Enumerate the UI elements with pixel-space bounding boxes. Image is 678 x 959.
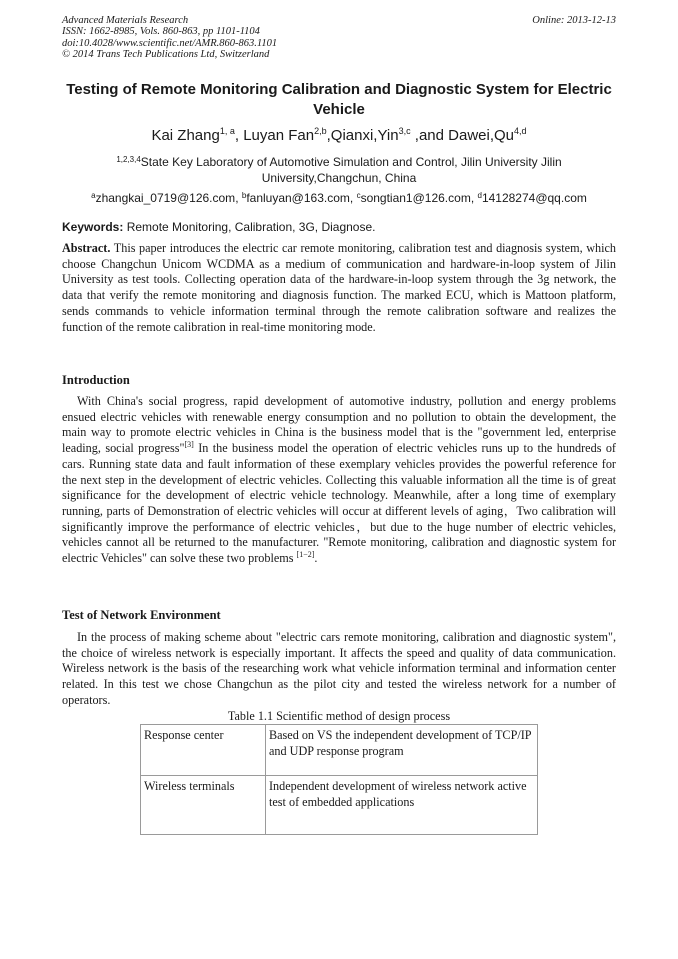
- journal-copyright: © 2014 Trans Tech Publications Ltd, Switzerland: [62, 48, 270, 60]
- email-mark: c: [356, 191, 361, 200]
- author-affil-mark: 1, a: [219, 126, 235, 136]
- email-mark: d: [477, 191, 482, 200]
- table-caption: Table 1.1 Scientific method of design process: [227, 709, 451, 723]
- author-name: and Dawei,Qu: [418, 127, 515, 144]
- journal-doi: doi:10.4028/www.scientific.net/AMR.860-863.1101: [62, 37, 278, 49]
- email-separator: ,: [470, 191, 478, 205]
- table-row: [141, 776, 538, 835]
- author-separator: ,: [234, 127, 244, 144]
- introduction-text: .: [314, 551, 318, 566]
- online-date: Online: 2013-12-13: [532, 15, 616, 26]
- citation: [3]: [184, 440, 194, 450]
- introduction-paragraph: [62, 394, 616, 567]
- email-separator: ,: [349, 191, 357, 205]
- email-address[interactable]: 14128274@qq.com: [481, 191, 587, 205]
- email-mark: a: [91, 191, 96, 200]
- table-cell-desc: Independent development of wireless network active test of embedded applications: [266, 776, 538, 835]
- table-cell-name: Wireless terminals: [141, 776, 266, 835]
- journal-name: Advanced Materials Research: [62, 15, 189, 26]
- author-affil-mark: 2,b: [314, 126, 327, 136]
- affiliation-text: State Key Laboratory of Automotive Simulation and Control, Jilin University Jilin University,Changchun, China: [140, 155, 562, 185]
- email-address[interactable]: songtian1@126.com: [360, 191, 471, 205]
- table-cell-desc: Based on VS the independent development of TCP/IP and UDP response program: [266, 725, 538, 776]
- author-name: Luyan Fan: [243, 127, 315, 144]
- network-paragraph: In the process of making scheme about "electric cars remote monitoring, calibration and diagnostic system", the choice of wireless network is especially important. It affects the speed and quality of data communication. Wireless network is the basis of the researching work what vehicle information terminal and information center related. In this test we chose Changchun as the pilot city and tested the wireless network for a number of operators.: [62, 630, 616, 707]
- keywords-label: Keywords:: [62, 220, 124, 234]
- design-process-table: [140, 724, 538, 835]
- author-name: Qianxi,Yin: [330, 127, 399, 144]
- author-separator: ,: [410, 127, 419, 144]
- affiliation: [92, 155, 586, 186]
- table-row: [141, 725, 538, 776]
- introduction-text: In the business model the operation of electric vehicles runs up to the hundreds of cars. Running state data and fault information of these exemplary vehicles provides the powerful reference for the next step in the development of electric vehicles. Collecting this valuable information all the time is of great significance for the development of electric vehicle technology. Meanwhile, after a long time of exemplary running, parts of Demonstration of electric vehicles will occur at different levels of aging，Two calibration will significantly improve the performance of electric vehicles，but due to the huge number of electric vehicles, vehicles cannot all be returned to the manufacturer. "Remote monitoring, calibration and diagnostic system for electric Vehicles" can solve these two problems: [62, 441, 616, 566]
- keywords: [62, 220, 616, 235]
- keywords-text: Remote Monitoring, Calibration, 3G, Diagnose.: [126, 220, 376, 234]
- paper-title: Testing of Remote Monitoring Calibration and Diagnostic System for Electric Vehicle: [66, 81, 612, 118]
- author-name: Kai Zhang: [151, 127, 220, 144]
- section-heading-network: Test of Network Environment: [62, 608, 221, 622]
- email-mark: b: [241, 191, 247, 200]
- author-affil-mark: 3,c: [398, 126, 411, 136]
- abstract: [62, 241, 616, 335]
- journal-issn: ISSN: 1662-8985, Vols. 860-863, pp 1101-1104: [62, 26, 260, 38]
- email-address[interactable]: zhangkai_0719@126.com: [95, 191, 236, 205]
- author-affil-mark: 4,d: [514, 126, 527, 136]
- table-cell-name: Response center: [141, 725, 266, 776]
- introduction-text: With China's social progress, rapid development of automotive industry, pollution and energy problems ensued electric vehicles with renewable energy consumption and no pollution to obtain the development, the main way to promote electric vehicles in China is the business model that is the "government led, enterprise leading, social progress": [62, 394, 616, 456]
- author-list: [62, 126, 616, 146]
- citation: [1−2]: [296, 550, 315, 560]
- email-address[interactable]: fanluyan@163.com: [246, 191, 350, 205]
- section-heading-introduction: Introduction: [62, 373, 130, 387]
- journal-header: [62, 15, 616, 60]
- affiliation-mark: 1,2,3,4: [116, 155, 141, 164]
- email-separator: ,: [235, 191, 242, 205]
- email-list: [62, 191, 616, 206]
- author-separator: ,: [326, 127, 331, 144]
- abstract-label: Abstract.: [62, 241, 111, 255]
- abstract-text: This paper introduces the electric car remote monitoring, calibration test and diagnosis system, which choose Changchun Unicom WCDMA as a medium of communication and hardware-in-loop system of Jilin University as test tools. Collecting operation data of the hardware-in-loop system through the 3g network, the data that verify the remote monitoring and diagnosis function. The marked ECU, which is Mattoon platform, sends commands to vehicle information terminal through the remote calibration software and realizes the function of the remote calibration in real-time monitoring mode.: [62, 241, 616, 334]
